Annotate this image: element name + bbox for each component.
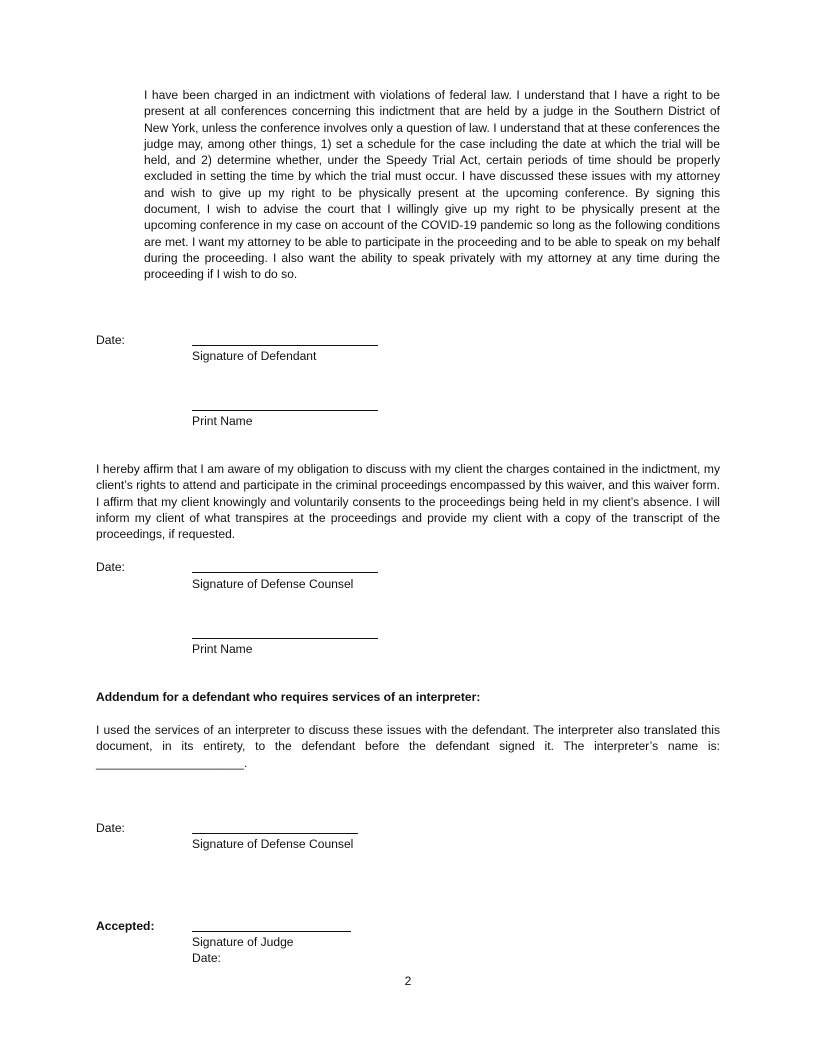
signature-caption-counsel: Signature of Defense Counsel bbox=[192, 577, 354, 591]
signature-caption-defendant: Signature of Defendant bbox=[192, 349, 317, 363]
defendant-statement: I have been charged in an indictment with violations of federal law. I understand that I have a right to be present at all conferences concerning this indictment that are held by a judge in the Southern District of New York, unless the conference involves only a question of law. I understand that at these conferences the judge may, among other things, 1) set a schedule for the case including the date at which the trial will be held, and 2) determine whether, under the Speedy Trial Act, certain periods of time should be properly excluded in setting the time by which the trial must occur. I have discussed these issues with my attorney and wish to give up my right to be physically present at the upcoming conference. By signing this document, I wish to advise the court that I willingly give up my right to be physically present at the upcoming conference in my case on account of the COVID-19 pandemic so long as the following conditions are met. I want my attorney to be able to participate in the proceeding and to be able to speak on my behalf during the proceeding. I also want the ability to speak privately with my attorney at any time during the proceeding if I wish to do so. bbox=[144, 88, 720, 282]
date-label-counsel: Date: bbox=[96, 560, 125, 574]
addendum-heading: Addendum for a defendant who requires services of an interpreter: bbox=[96, 690, 481, 704]
accepted-label: Accepted: bbox=[96, 919, 155, 933]
signature-caption-interpreter-counsel: Signature of Defense Counsel bbox=[192, 837, 354, 851]
signature-line-interpreter-counsel[interactable] bbox=[192, 833, 358, 834]
signature-line-counsel[interactable] bbox=[192, 572, 378, 573]
page-number: 2 bbox=[404, 974, 412, 988]
counsel-affirmation: I hereby affirm that I am aware of my obligation to discuss with my client the charges contained in the indictment, my client’s rights to attend and participate in the criminal proceedings encompassed by this waiver, and this waiver form. I affirm that my client knowingly and voluntarily consents to the proceedings being held in my client’s absence. I will inform my client of what transpires at the proceedings and provide my client with a copy of the transcript of the proceedings, if requested. bbox=[96, 462, 720, 542]
print-name-caption-counsel: Print Name bbox=[192, 642, 253, 656]
signature-line-defendant[interactable] bbox=[192, 345, 378, 346]
date-label-interpreter-counsel: Date: bbox=[96, 821, 125, 835]
print-name-line-defendant[interactable] bbox=[192, 410, 378, 411]
judge-date-label: Date: bbox=[192, 951, 221, 965]
interpreter-statement: I used the services of an interpreter to discuss these issues with the defendant. The interpreter also translated this document, in its entirety, to the defendant before the defendant signed it. The interpreter’s name is: ______________________. bbox=[96, 723, 720, 770]
signature-caption-judge: Signature of Judge bbox=[192, 935, 294, 949]
print-name-caption-defendant: Print Name bbox=[192, 414, 253, 428]
signature-line-judge[interactable] bbox=[192, 931, 351, 932]
date-label-defendant: Date: bbox=[96, 333, 125, 347]
print-name-line-counsel[interactable] bbox=[192, 638, 378, 639]
